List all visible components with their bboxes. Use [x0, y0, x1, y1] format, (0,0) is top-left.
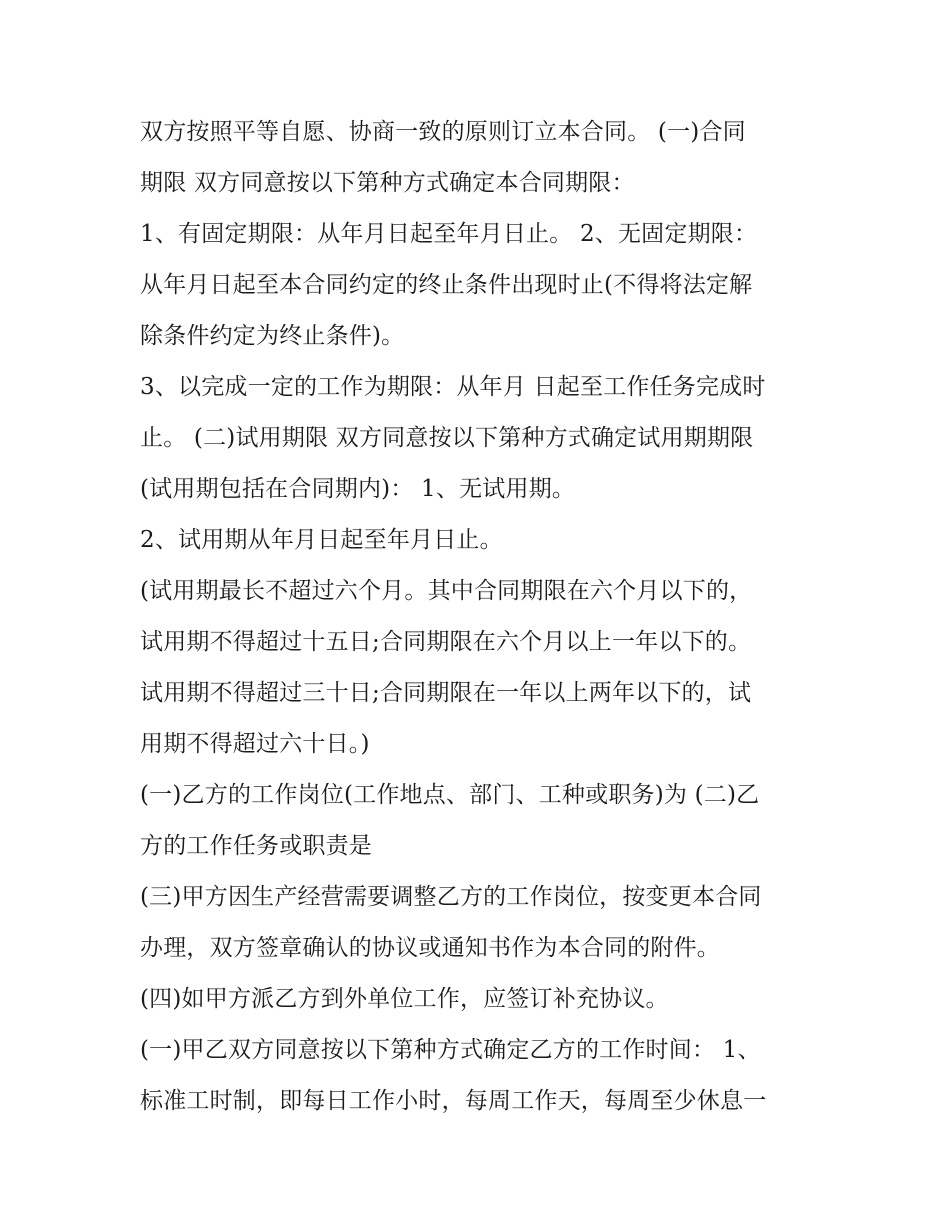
text-line: 止。 (二)试用期限 双方同意按以下第种方式确定试用期期限 — [140, 425, 754, 451]
text-line: 期限 双方同意按以下第种方式确定本合同期限： — [140, 170, 635, 196]
text-line: 除条件约定为终止条件)。 — [140, 323, 405, 349]
text-line: (四)如甲方派乙方到外单位工作，应签订补充协议。 — [140, 986, 669, 1012]
text-line: 3、以完成一定的工作为期限：从年月 日起至工作任务完成时 — [140, 374, 766, 400]
text-line: (一)乙方的工作岗位(工作地点、部门、工种或职务)为 (二)乙 — [140, 782, 760, 808]
text-line: 2、试用期从年月日起至年月日止。 — [140, 527, 503, 553]
text-line: 1、有固定期限：从年月日起至年月日止。 2、无固定期限： — [140, 221, 758, 247]
text-line: (试用期包括在合同期内)： 1、无试用期。 — [140, 476, 576, 502]
text-line: 试用期不得超过三十日;合同期限在一年以上两年以下的，试 — [140, 680, 752, 706]
text-line: (三)甲方因生产经营需要调整乙方的工作岗位，按变更本合同 — [140, 884, 762, 910]
contract-text — [140, 107, 820, 1127]
text-line: 用期不得超过六十日。) — [140, 731, 370, 757]
text-line: 试用期不得超过十五日;合同期限在六个月以上一年以下的。 — [140, 629, 752, 655]
text-line: 办理，双方签章确认的协议或通知书作为本合同的附件。 — [140, 935, 720, 961]
text-line: 双方按照平等自愿、协商一致的原则订立本合同。 (一)合同 — [140, 119, 746, 145]
text-line: 标准工时制，即每日工作小时，每周工作天，每周至少休息一 — [140, 1088, 767, 1114]
text-line: 方的工作任务或职责是 — [140, 833, 372, 859]
text-line: (试用期最长不超过六个月。其中合同期限在六个月以下的， — [140, 578, 753, 604]
text-line: 从年月日起至本合同约定的终止条件出现时止(不得将法定解 — [140, 272, 753, 298]
text-line: (一)甲乙双方同意按以下第种方式确定乙方的工作时间： 1、 — [140, 1037, 761, 1063]
